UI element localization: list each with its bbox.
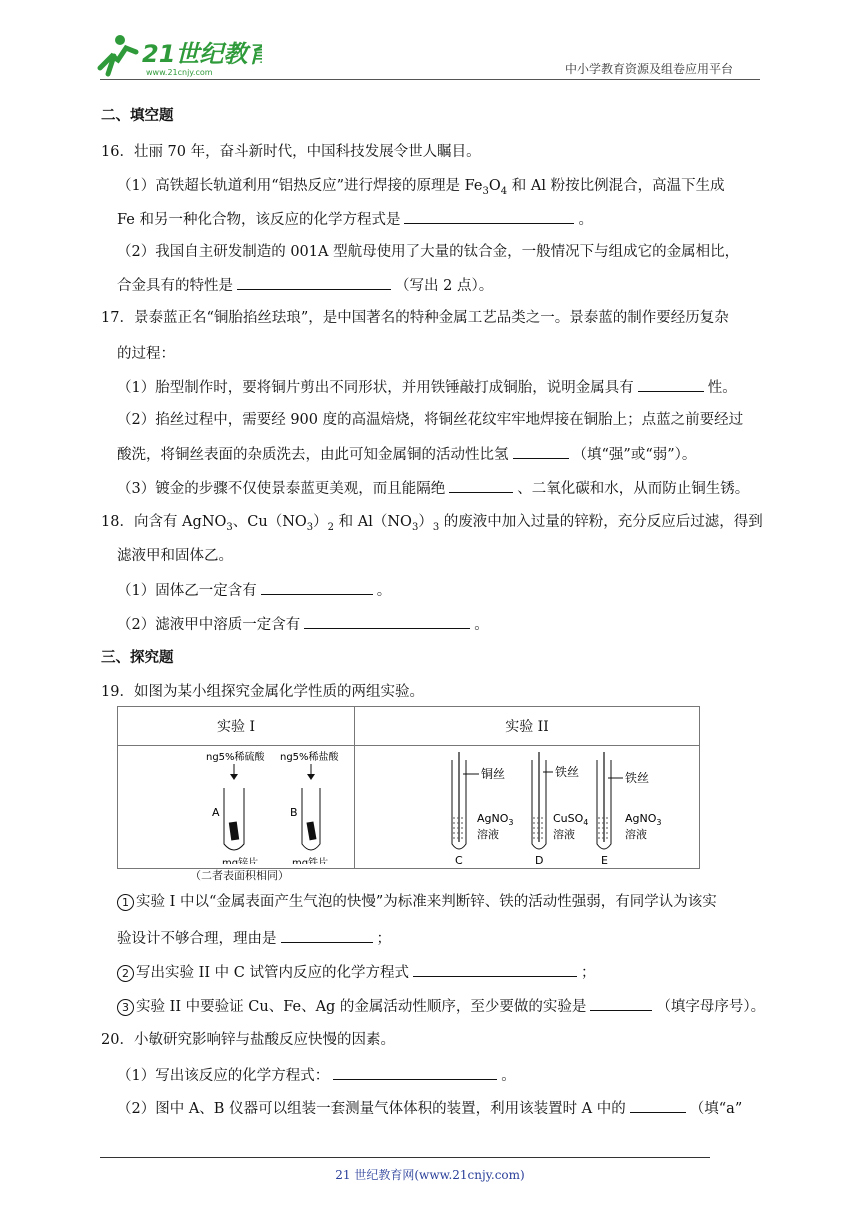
solution-c-label: 溶液 — [477, 828, 499, 841]
answer-blank[interactable] — [281, 928, 373, 943]
q17-stem-line2: 的过程： — [117, 346, 175, 362]
answer-blank[interactable] — [449, 478, 513, 493]
zinc-strip — [229, 822, 239, 841]
q17-part3: （3）镀金的步骤不仅使景泰蓝更美观，而且能隔绝 、二氧化碳和水，从而防止铜生锈。 — [117, 478, 749, 499]
q19-item1-line1: 1 实验 I 中以“金属表面产生气泡的快慢”为标准来判断锌、铁的活动性强弱，有同学认为该实 — [117, 892, 717, 912]
exp1-figure — [118, 746, 355, 869]
iron-wire-d-label: 铁丝 — [555, 765, 580, 779]
copper-wire-label: 铜丝 — [481, 767, 506, 781]
test-tube-b — [302, 788, 320, 850]
table-header-exp2: 实验 II — [355, 707, 700, 746]
q19-item1-line2: 验设计不够合理，理由是 ； — [117, 928, 391, 949]
q16-part1-line2: Fe 和另一种化合物，该反应的化学方程式是 。 — [117, 209, 593, 230]
solution-e-label: 溶液 — [625, 828, 647, 841]
test-tube-a — [224, 788, 244, 850]
surface-area-note: （二者表面积相同） — [190, 869, 289, 882]
answer-blank[interactable] — [237, 275, 391, 290]
tube-label-c: C — [455, 854, 463, 864]
solution-d-formula: CuSO$_4$ — [553, 812, 589, 827]
answer-blank[interactable] — [513, 444, 569, 459]
q18-part2: （2）滤液甲中溶质一定含有 。 — [117, 614, 489, 635]
acid-label-a: ng5%稀硫酸 — [206, 752, 265, 763]
iron-label: mg铁片 — [292, 858, 329, 864]
q17-part2-line1: （2）掐丝过程中，需要经 900 度的高温焙烧，将铜丝花纹牢牢地焊接在铜胎上；点蓝之前要经过 — [117, 412, 744, 428]
logo-url: www.21cnjy.com — [146, 68, 213, 77]
q19-item3: 3 实验 II 中要验证 Cu、Fe、Ag 的金属活动性顺序，至少要做的实验是 （填字母序号）。 — [117, 996, 765, 1017]
tube-label-a: A — [212, 806, 220, 819]
answer-blank[interactable] — [590, 996, 652, 1011]
q20-part2: （2）图中 A、B 仪器可以组装一套测量气体体积的装置，利用该装置时 A 中的 （填“a” — [117, 1098, 742, 1119]
solution-e-formula: AgNO$_3$ — [625, 812, 662, 827]
answer-blank[interactable] — [333, 1065, 497, 1080]
tube-label-d: D — [535, 854, 544, 864]
q18-part1: （1）固体乙一定含有 。 — [117, 580, 391, 601]
q18-stem-line1: 18．向含有 AgNO$_3$、$Cu(NO_3)_2$ 和 $Al(NO_3)_3$ 的废液中加入过量的锌粉，充分反应后过滤，得到 — [101, 514, 763, 533]
site-logo — [92, 30, 262, 80]
q16-part2-line2: 合金具有的特性是 （写出 2 点）。 — [117, 275, 493, 296]
tube-label-e: E — [601, 854, 608, 864]
q16-stem: 16．壮丽 70 年，奋斗新时代，中国科技发展令世人瞩目。 — [101, 144, 481, 160]
q17-stem-line1: 17．景泰蓝正名“铜胎掐丝珐琅”，是中国著名的特种金属工艺品类之一。景泰蓝的制作要经历复杂 — [101, 310, 729, 326]
tube-label-b: B — [290, 806, 298, 819]
section-title-fill-blank: 二、填空题 — [101, 107, 174, 124]
q18-stem-line2: 滤液甲和固体乙。 — [117, 548, 233, 564]
iron-wire-e-label: 铁丝 — [625, 771, 650, 785]
exp2-figure — [355, 746, 700, 869]
header-divider — [100, 79, 760, 80]
header-platform-text: 中小学教育资源及组卷应用平台 — [565, 62, 734, 76]
zinc-label: mg锌片 — [222, 858, 259, 864]
q20-stem: 20．小敏研究影响锌与盐酸反应快慢的因素。 — [101, 1032, 395, 1048]
q17-part1: （1）胎型制作时，要将铜片剪出不同形状，并用铁锤敲打成铜胎，说明金属具有 性。 — [117, 377, 737, 398]
runner-icon — [100, 35, 136, 74]
experiment-table — [117, 706, 700, 869]
answer-blank[interactable] — [261, 580, 373, 595]
q16-part2-line1: （2）我国自主研发制造的 001A 型航母使用了大量的钛合金，一般情况下与组成它的金属相比， — [117, 244, 740, 260]
footer-divider — [100, 1157, 710, 1158]
table-header-exp1: 实验 I — [118, 707, 355, 746]
acid-label-b: ng5%稀盐酸 — [280, 752, 339, 763]
answer-blank[interactable] — [304, 614, 470, 629]
footer-link[interactable]: 21 世纪教育网(www.21cnjy.com) — [335, 1168, 525, 1182]
answer-blank[interactable] — [404, 209, 574, 224]
q19-item2: 2 写出实验 II 中 C 试管内反应的化学方程式 ； — [117, 962, 596, 983]
q20-part1: （1）写出该反应的化学方程式： 。 — [117, 1065, 516, 1086]
solution-c-formula: AgNO$_3$ — [477, 812, 514, 827]
q16-part1-line1: （1）高铁超长轨道利用“铝热反应”进行焊接的原理是 $Fe_3O_4$ 和 Al 粉按比例混合，高温下生成 — [117, 178, 725, 197]
logo-text: 21世纪教育 — [142, 40, 262, 68]
solution-d-label: 溶液 — [553, 828, 575, 841]
q17-part2-line2: 酸洗，将铜丝表面的杂质洗去，由此可知金属铜的活动性比氢 （填“强”或“弱”）。 — [117, 444, 696, 465]
answer-blank[interactable] — [638, 377, 704, 392]
iron-strip — [306, 821, 316, 840]
answer-blank[interactable] — [630, 1098, 686, 1113]
answer-blank[interactable] — [413, 962, 577, 977]
section-title-inquiry: 三、探究题 — [101, 649, 174, 666]
q19-stem: 19．如图为某小组探究金属化学性质的两组实验。 — [101, 684, 424, 700]
